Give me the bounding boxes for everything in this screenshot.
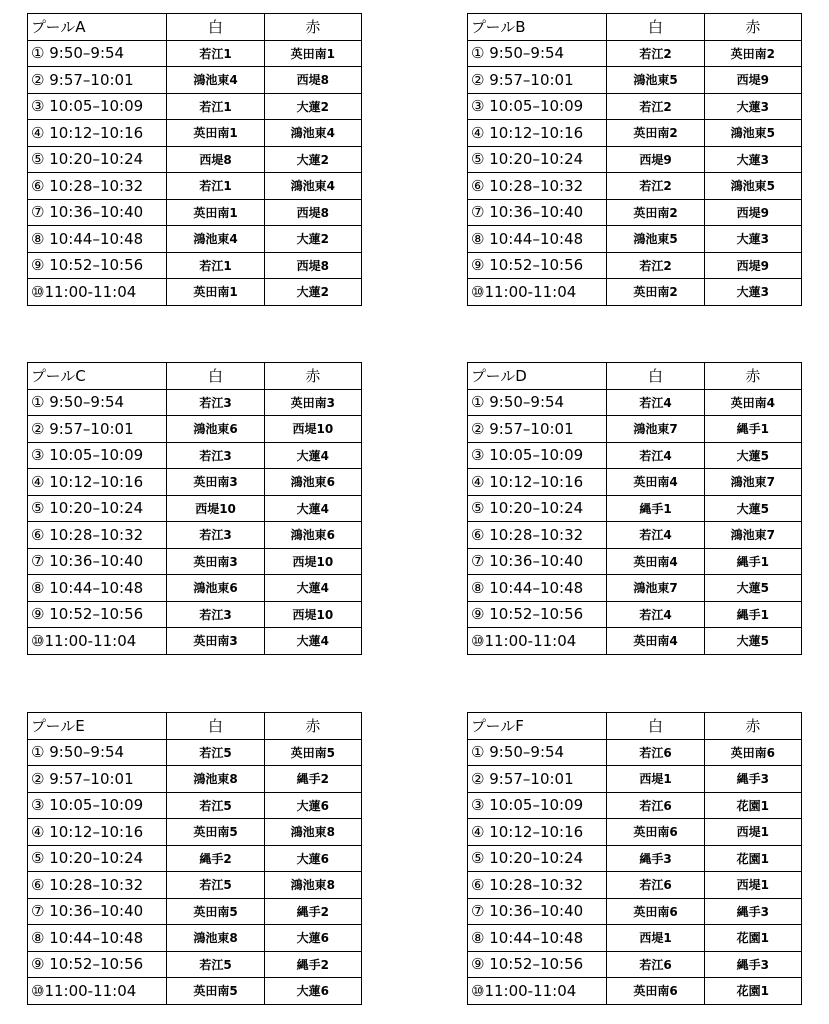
match-row — [468, 872, 802, 899]
match-row — [468, 898, 802, 925]
red-team: 鴻池東5 — [704, 173, 801, 200]
white-team: 若江3 — [167, 601, 264, 628]
red-team: 大蓮2 — [264, 279, 361, 306]
match-time: ③ 10:05–10:09 — [28, 93, 167, 120]
red-team: 大蓮5 — [704, 628, 801, 655]
white-team: 鴻池東5 — [607, 226, 704, 253]
match-time: ② 9:57–10:01 — [468, 67, 607, 94]
red-team: 大蓮3 — [704, 279, 801, 306]
match-row — [28, 40, 362, 67]
red-team: 大蓮3 — [704, 146, 801, 173]
pool-header-row — [468, 14, 802, 41]
white-team: 若江1 — [167, 173, 264, 200]
red-team: 西堤8 — [264, 67, 361, 94]
match-time: ⑤ 10:20–10:24 — [28, 845, 167, 872]
red-team: 大蓮4 — [264, 495, 361, 522]
white-column-header: 白 — [607, 363, 704, 390]
match-time: ⑨ 10:52–10:56 — [468, 601, 607, 628]
match-row — [468, 226, 802, 253]
match-time: ③ 10:05–10:09 — [468, 442, 607, 469]
match-time: ④ 10:12–10:16 — [28, 120, 167, 147]
red-team: 縄手1 — [704, 548, 801, 575]
match-time: ① 9:50–9:54 — [28, 389, 167, 416]
red-team: 西堤8 — [264, 199, 361, 226]
red-team: 英田南5 — [264, 739, 361, 766]
red-team: 西堤8 — [264, 252, 361, 279]
pool-name: プールD — [468, 363, 607, 390]
match-row — [468, 575, 802, 602]
pool-name: プールE — [28, 713, 167, 740]
match-time: ⑩11:00-11:04 — [28, 978, 167, 1005]
red-team: 大蓮4 — [264, 628, 361, 655]
white-column-header: 白 — [167, 713, 264, 740]
match-row — [468, 845, 802, 872]
red-team: 大蓮2 — [264, 226, 361, 253]
match-row — [28, 951, 362, 978]
match-time: ⑨ 10:52–10:56 — [468, 252, 607, 279]
match-row — [28, 792, 362, 819]
pool-header-row — [28, 713, 362, 740]
match-time: ⑧ 10:44–10:48 — [468, 226, 607, 253]
match-row — [28, 495, 362, 522]
match-row — [28, 766, 362, 793]
white-team: 英田南2 — [607, 120, 704, 147]
white-team: 英田南1 — [167, 199, 264, 226]
red-column-header: 赤 — [264, 14, 361, 41]
pool-header-row — [468, 363, 802, 390]
red-team: 英田南2 — [704, 40, 801, 67]
red-team: 縄手3 — [704, 898, 801, 925]
match-row — [28, 739, 362, 766]
white-team: 鴻池東8 — [167, 925, 264, 952]
red-team: 大蓮2 — [264, 93, 361, 120]
red-team: 大蓮5 — [704, 442, 801, 469]
white-team: 西堤8 — [167, 146, 264, 173]
match-time: ④ 10:12–10:16 — [28, 819, 167, 846]
pool-header-row — [28, 14, 362, 41]
match-time: ⑤ 10:20–10:24 — [28, 146, 167, 173]
match-row — [28, 548, 362, 575]
red-team: 鴻池東8 — [264, 819, 361, 846]
white-team: 若江4 — [607, 389, 704, 416]
match-row — [468, 199, 802, 226]
match-row — [28, 416, 362, 443]
red-team: 鴻池東4 — [264, 173, 361, 200]
pool-name: プールF — [468, 713, 607, 740]
white-team: 若江3 — [167, 389, 264, 416]
red-team: 花園1 — [704, 925, 801, 952]
match-time: ② 9:57–10:01 — [28, 67, 167, 94]
match-time: ⑧ 10:44–10:48 — [28, 226, 167, 253]
match-row — [468, 416, 802, 443]
white-column-header: 白 — [167, 14, 264, 41]
red-team: 西堤1 — [704, 819, 801, 846]
red-team: 鴻池東6 — [264, 522, 361, 549]
white-team: 西堤1 — [607, 925, 704, 952]
red-team: 大蓮6 — [264, 845, 361, 872]
red-team: 西堤10 — [264, 416, 361, 443]
white-team: 英田南1 — [167, 279, 264, 306]
match-time: ⑦ 10:36–10:40 — [468, 898, 607, 925]
match-row — [28, 93, 362, 120]
white-team: 縄手2 — [167, 845, 264, 872]
red-team: 大蓮6 — [264, 978, 361, 1005]
match-row — [28, 279, 362, 306]
match-row — [28, 252, 362, 279]
white-team: 若江6 — [607, 951, 704, 978]
white-team: 西堤10 — [167, 495, 264, 522]
match-row — [468, 792, 802, 819]
match-row — [28, 601, 362, 628]
pool-table — [27, 712, 362, 1005]
match-row — [468, 173, 802, 200]
red-column-header: 赤 — [264, 363, 361, 390]
match-time: ⑧ 10:44–10:48 — [468, 925, 607, 952]
match-time: ⑩11:00-11:04 — [28, 628, 167, 655]
white-team: 英田南3 — [167, 469, 264, 496]
match-row — [468, 819, 802, 846]
white-team: 若江3 — [167, 522, 264, 549]
match-time: ⑥ 10:28–10:32 — [28, 872, 167, 899]
match-time: ④ 10:12–10:16 — [468, 120, 607, 147]
match-time: ⑨ 10:52–10:56 — [28, 601, 167, 628]
match-row — [468, 279, 802, 306]
match-row — [468, 67, 802, 94]
white-team: 鴻池東4 — [167, 226, 264, 253]
match-time: ① 9:50–9:54 — [468, 739, 607, 766]
match-time: ② 9:57–10:01 — [28, 766, 167, 793]
red-team: 鴻池東8 — [264, 872, 361, 899]
match-time: ① 9:50–9:54 — [468, 40, 607, 67]
match-row — [468, 601, 802, 628]
white-team: 英田南5 — [167, 898, 264, 925]
match-row — [468, 120, 802, 147]
pool-name: プールC — [28, 363, 167, 390]
match-time: ④ 10:12–10:16 — [468, 469, 607, 496]
white-team: 西堤9 — [607, 146, 704, 173]
match-time: ⑨ 10:52–10:56 — [468, 951, 607, 978]
red-column-header: 赤 — [704, 14, 801, 41]
white-team: 若江2 — [607, 173, 704, 200]
red-team: 英田南6 — [704, 739, 801, 766]
match-time: ⑥ 10:28–10:32 — [468, 522, 607, 549]
match-row — [468, 548, 802, 575]
white-team: 英田南4 — [607, 469, 704, 496]
red-team: 縄手2 — [264, 766, 361, 793]
match-row — [468, 146, 802, 173]
red-column-header: 赤 — [704, 713, 801, 740]
red-team: 西堤1 — [704, 872, 801, 899]
match-time: ② 9:57–10:01 — [28, 416, 167, 443]
match-row — [28, 226, 362, 253]
red-team: 大蓮6 — [264, 792, 361, 819]
red-team: 大蓮5 — [704, 495, 801, 522]
pool-table — [27, 13, 362, 306]
match-row — [468, 389, 802, 416]
match-row — [468, 469, 802, 496]
red-team: 西堤10 — [264, 548, 361, 575]
red-team: 花園1 — [704, 792, 801, 819]
white-team: 若江4 — [607, 442, 704, 469]
match-row — [468, 978, 802, 1005]
match-row — [28, 442, 362, 469]
match-time: ⑨ 10:52–10:56 — [28, 252, 167, 279]
white-team: 若江5 — [167, 792, 264, 819]
red-team: 縄手2 — [264, 951, 361, 978]
white-column-header: 白 — [607, 713, 704, 740]
red-team: 鴻池東7 — [704, 522, 801, 549]
white-team: 鴻池東6 — [167, 575, 264, 602]
white-team: 若江6 — [607, 872, 704, 899]
match-row — [468, 739, 802, 766]
match-row — [28, 978, 362, 1005]
white-team: 若江4 — [607, 601, 704, 628]
match-time: ① 9:50–9:54 — [28, 40, 167, 67]
match-time: ⑦ 10:36–10:40 — [468, 199, 607, 226]
match-time: ④ 10:12–10:16 — [28, 469, 167, 496]
match-time: ③ 10:05–10:09 — [28, 442, 167, 469]
white-team: 若江1 — [167, 93, 264, 120]
match-time: ⑧ 10:44–10:48 — [28, 575, 167, 602]
pool-header-row — [28, 363, 362, 390]
white-team: 英田南6 — [607, 978, 704, 1005]
white-team: 鴻池東4 — [167, 67, 264, 94]
match-time: ① 9:50–9:54 — [28, 739, 167, 766]
red-team: 縄手3 — [704, 951, 801, 978]
match-time: ③ 10:05–10:09 — [28, 792, 167, 819]
match-time: ⑦ 10:36–10:40 — [28, 548, 167, 575]
pool-table — [27, 362, 362, 655]
white-column-header: 白 — [607, 14, 704, 41]
match-time: ⑦ 10:36–10:40 — [28, 898, 167, 925]
white-team: 若江5 — [167, 872, 264, 899]
red-team: 大蓮4 — [264, 442, 361, 469]
red-team: 大蓮3 — [704, 226, 801, 253]
white-team: 英田南3 — [167, 628, 264, 655]
white-team: 英田南2 — [607, 199, 704, 226]
white-column-header: 白 — [167, 363, 264, 390]
match-row — [28, 925, 362, 952]
match-row — [468, 766, 802, 793]
match-time: ③ 10:05–10:09 — [468, 93, 607, 120]
white-team: 鴻池東7 — [607, 575, 704, 602]
red-team: 大蓮2 — [264, 146, 361, 173]
match-row — [28, 628, 362, 655]
white-team: 若江2 — [607, 252, 704, 279]
white-team: 若江4 — [607, 522, 704, 549]
red-team: 縄手1 — [704, 601, 801, 628]
red-team: 西堤9 — [704, 199, 801, 226]
white-team: 若江5 — [167, 951, 264, 978]
match-time: ⑤ 10:20–10:24 — [468, 495, 607, 522]
red-team: 花園1 — [704, 978, 801, 1005]
white-team: 若江2 — [607, 40, 704, 67]
red-team: 花園1 — [704, 845, 801, 872]
pool-header-row — [468, 713, 802, 740]
pool-name: プールB — [468, 14, 607, 41]
match-time: ⑧ 10:44–10:48 — [468, 575, 607, 602]
white-team: 英田南3 — [167, 548, 264, 575]
match-row — [468, 442, 802, 469]
red-team: 鴻池東5 — [704, 120, 801, 147]
white-team: 英田南6 — [607, 819, 704, 846]
match-row — [28, 199, 362, 226]
match-row — [468, 252, 802, 279]
match-time: ③ 10:05–10:09 — [468, 792, 607, 819]
white-team: 英田南4 — [607, 628, 704, 655]
match-row — [28, 469, 362, 496]
match-time: ⑤ 10:20–10:24 — [468, 845, 607, 872]
match-time: ⑨ 10:52–10:56 — [28, 951, 167, 978]
match-time: ⑩11:00-11:04 — [28, 279, 167, 306]
white-team: 若江6 — [607, 792, 704, 819]
white-team: 若江1 — [167, 40, 264, 67]
match-row — [28, 120, 362, 147]
red-team: 鴻池東7 — [704, 469, 801, 496]
white-team: 縄手1 — [607, 495, 704, 522]
match-row — [468, 925, 802, 952]
white-team: 英田南5 — [167, 819, 264, 846]
match-row — [28, 389, 362, 416]
red-team: 大蓮6 — [264, 925, 361, 952]
white-team: 英田南2 — [607, 279, 704, 306]
match-row — [28, 67, 362, 94]
red-column-header: 赤 — [264, 713, 361, 740]
match-time: ⑩11:00-11:04 — [468, 978, 607, 1005]
red-team: 西堤9 — [704, 252, 801, 279]
red-team: 大蓮3 — [704, 93, 801, 120]
match-row — [468, 40, 802, 67]
white-team: 鴻池東5 — [607, 67, 704, 94]
match-time: ⑥ 10:28–10:32 — [28, 522, 167, 549]
pool-table — [467, 362, 802, 655]
white-team: 鴻池東8 — [167, 766, 264, 793]
match-time: ⑥ 10:28–10:32 — [28, 173, 167, 200]
match-row — [28, 872, 362, 899]
match-time: ⑥ 10:28–10:32 — [468, 173, 607, 200]
white-team: 若江2 — [607, 93, 704, 120]
red-team: 鴻池東6 — [264, 469, 361, 496]
match-row — [28, 845, 362, 872]
match-time: ⑤ 10:20–10:24 — [28, 495, 167, 522]
match-time: ④ 10:12–10:16 — [468, 819, 607, 846]
match-row — [28, 575, 362, 602]
white-team: 英田南5 — [167, 978, 264, 1005]
match-time: ① 9:50–9:54 — [468, 389, 607, 416]
white-team: 英田南4 — [607, 548, 704, 575]
match-row — [28, 173, 362, 200]
match-time: ⑤ 10:20–10:24 — [468, 146, 607, 173]
red-team: 縄手3 — [704, 766, 801, 793]
match-time: ⑦ 10:36–10:40 — [468, 548, 607, 575]
match-row — [468, 495, 802, 522]
match-time: ⑧ 10:44–10:48 — [28, 925, 167, 952]
pool-table — [467, 13, 802, 306]
white-team: 若江1 — [167, 252, 264, 279]
match-time: ⑩11:00-11:04 — [468, 628, 607, 655]
white-team: 西堤1 — [607, 766, 704, 793]
red-team: 英田南3 — [264, 389, 361, 416]
match-time: ② 9:57–10:01 — [468, 416, 607, 443]
match-row — [28, 819, 362, 846]
red-team: 大蓮4 — [264, 575, 361, 602]
white-team: 英田南6 — [607, 898, 704, 925]
red-team: 縄手1 — [704, 416, 801, 443]
white-team: 鴻池東6 — [167, 416, 264, 443]
red-column-header: 赤 — [704, 363, 801, 390]
red-team: 縄手2 — [264, 898, 361, 925]
white-team: 鴻池東7 — [607, 416, 704, 443]
match-row — [28, 146, 362, 173]
pool-name: プールA — [28, 14, 167, 41]
match-row — [468, 93, 802, 120]
white-team: 縄手3 — [607, 845, 704, 872]
red-team: 西堤9 — [704, 67, 801, 94]
white-team: 若江5 — [167, 739, 264, 766]
match-row — [468, 522, 802, 549]
match-time: ⑥ 10:28–10:32 — [468, 872, 607, 899]
white-team: 若江6 — [607, 739, 704, 766]
match-row — [468, 951, 802, 978]
match-time: ⑦ 10:36–10:40 — [28, 199, 167, 226]
pool-table — [467, 712, 802, 1005]
red-team: 西堤10 — [264, 601, 361, 628]
match-time: ② 9:57–10:01 — [468, 766, 607, 793]
match-row — [28, 898, 362, 925]
red-team: 英田南4 — [704, 389, 801, 416]
match-time: ⑩11:00-11:04 — [468, 279, 607, 306]
red-team: 英田南1 — [264, 40, 361, 67]
red-team: 鴻池東4 — [264, 120, 361, 147]
white-team: 若江3 — [167, 442, 264, 469]
match-row — [468, 628, 802, 655]
white-team: 英田南1 — [167, 120, 264, 147]
match-row — [28, 522, 362, 549]
red-team: 大蓮5 — [704, 575, 801, 602]
